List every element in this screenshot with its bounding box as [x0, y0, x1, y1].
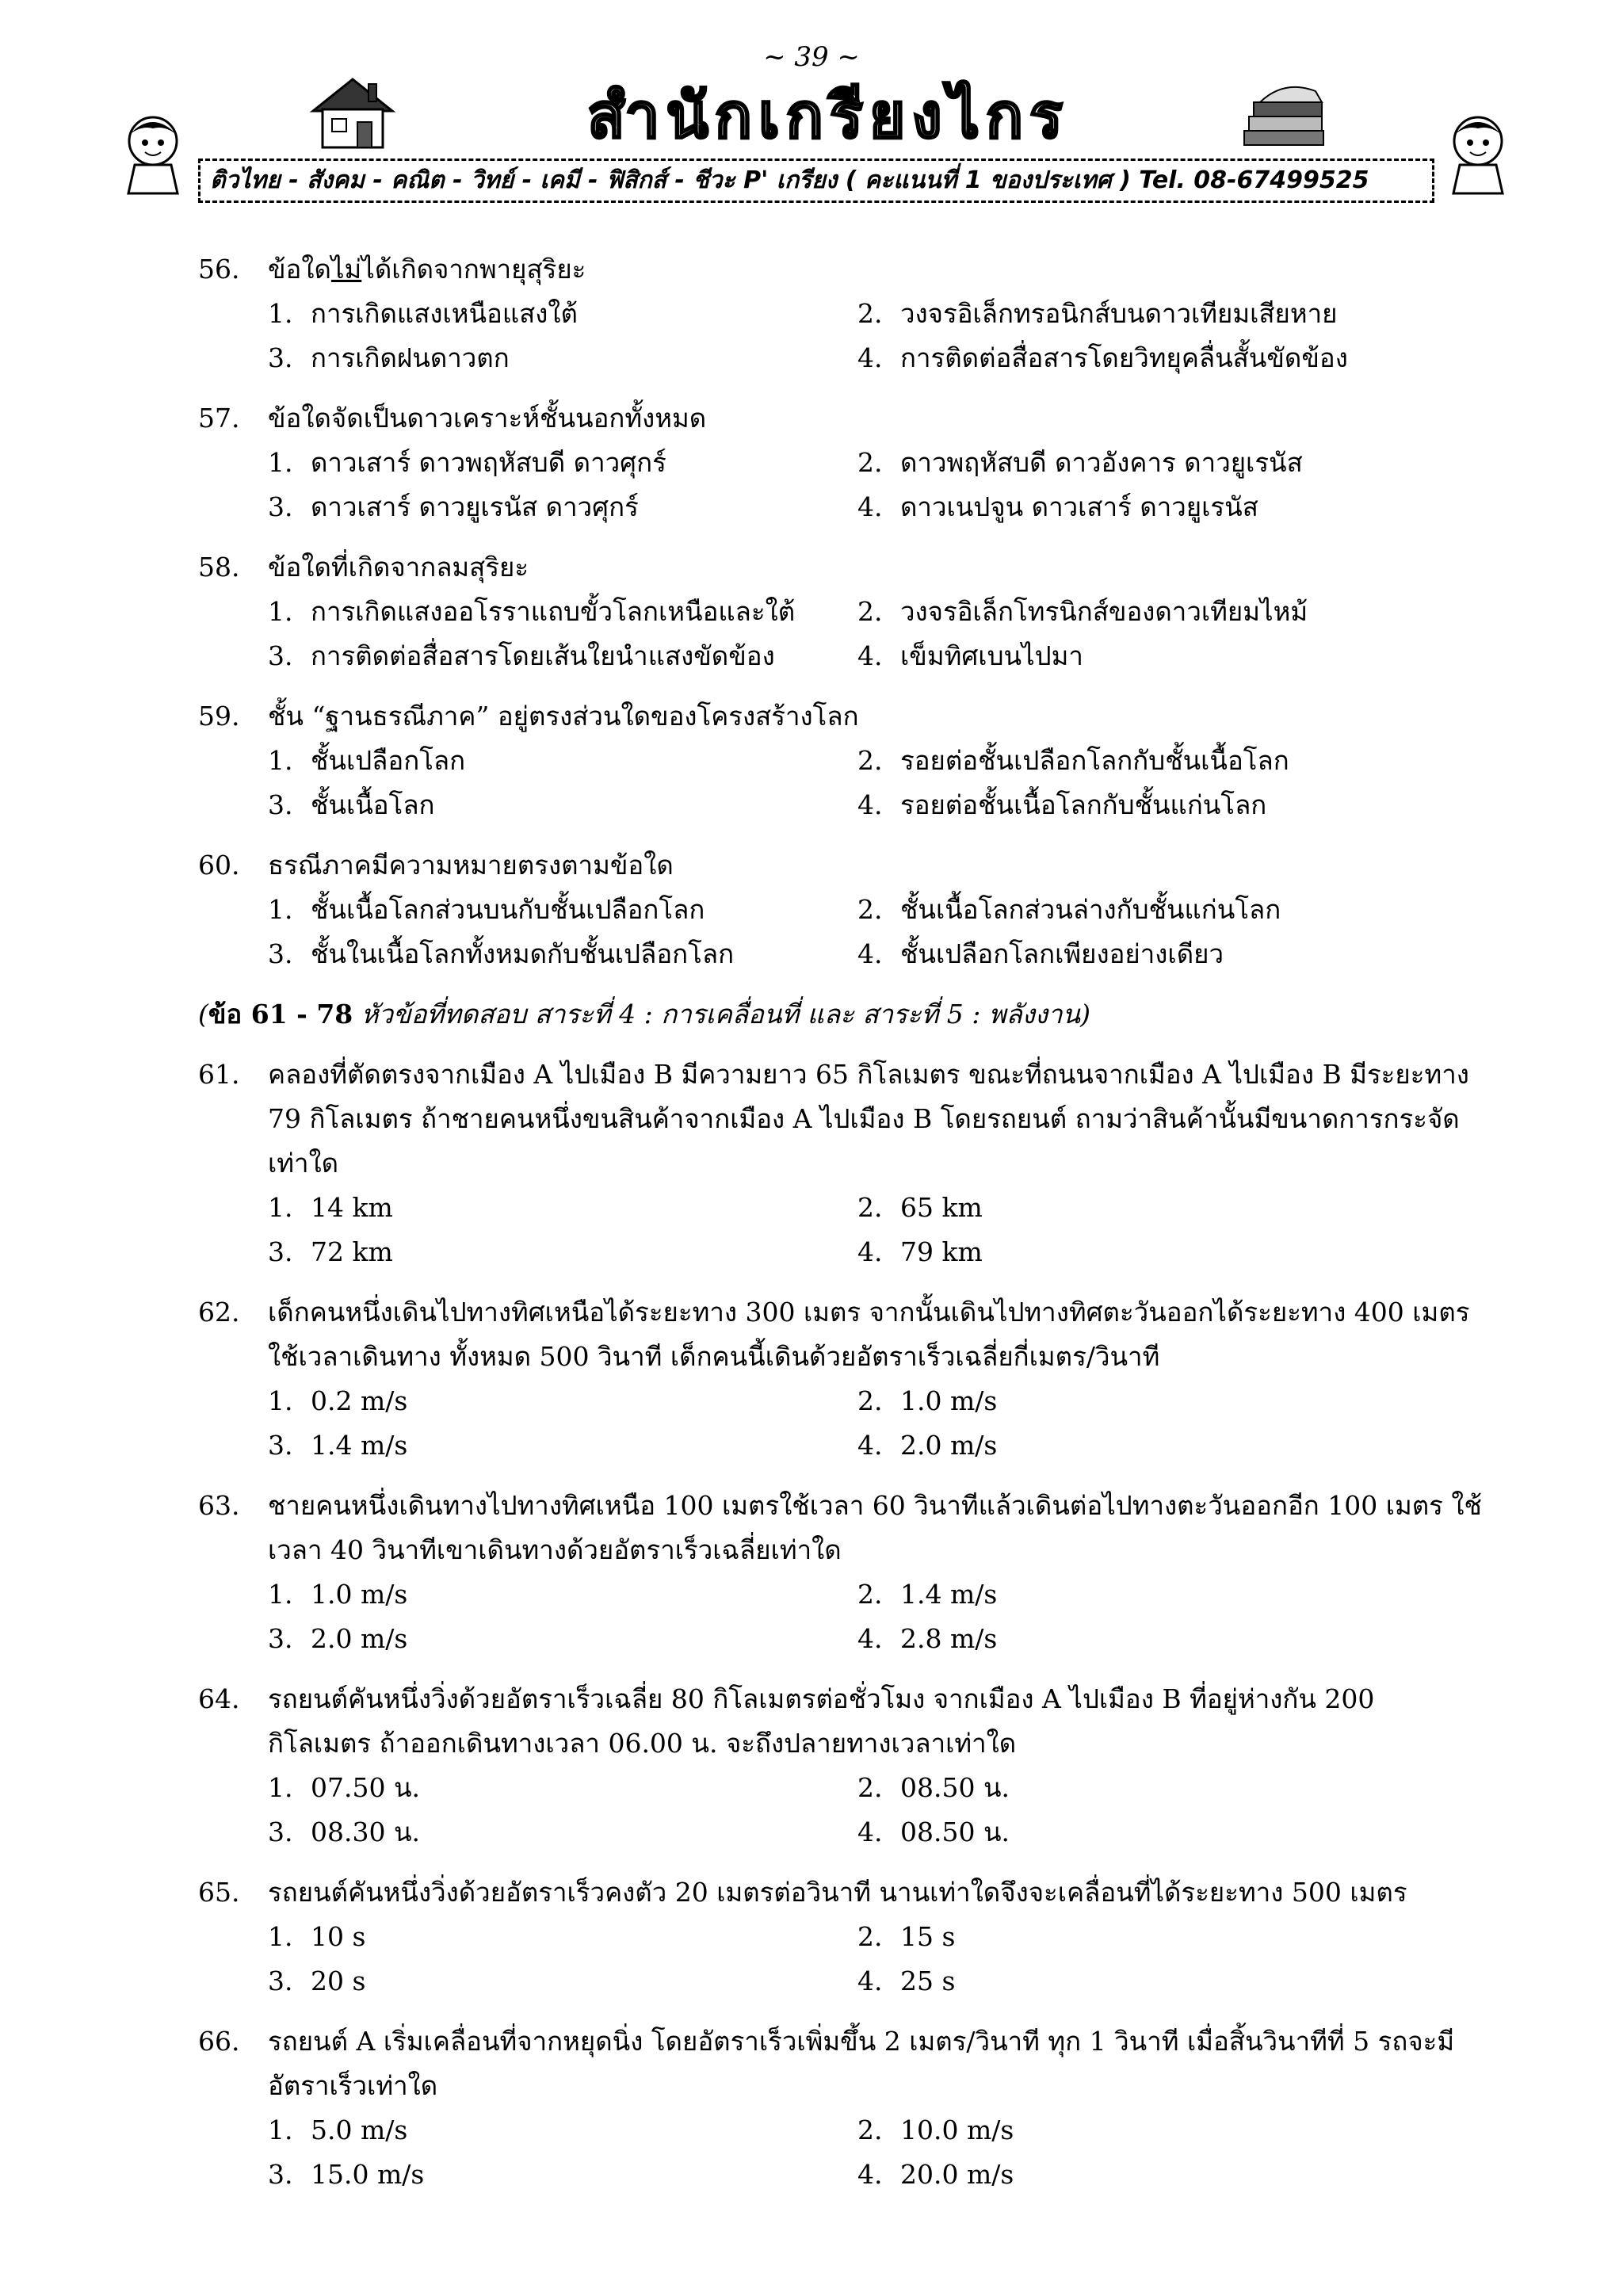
- question-text: [268, 843, 1482, 888]
- question-item: [198, 694, 1482, 827]
- option-number: 1.: [268, 1385, 293, 1416]
- option-number: 2.: [857, 745, 883, 776]
- option-text: 5.0 m/s: [311, 2115, 408, 2145]
- question-text: คลองที่ตัดตรงจากเมือง A ไปเมือง B มีความยาว 65 กิโลเมตร ขณะที่ถนนจากเมือง A ไปเมือง B มีระยะทาง 79 กิโลเมตร ถ้าชายคนหนึ่งขนสินค้าจากเมือง A ไปเมือง B โดยรถยนต์ ถามว่าสินค้านั้นมีขนาดการกระจัดเท่าใด: [268, 1059, 1469, 1179]
- answer-option: [857, 1230, 1460, 1274]
- option-number: 3.: [268, 1430, 293, 1461]
- answer-options: [198, 739, 1482, 827]
- option-text: ชั้นเปลือกโลกเพียงอย่างเดียว: [900, 938, 1224, 969]
- answer-option: [268, 336, 857, 380]
- option-number: 1.: [268, 1579, 293, 1610]
- option-text: 07.50 น.: [311, 1772, 421, 1803]
- answer-option: [857, 1617, 1460, 1661]
- answer-option: [857, 292, 1460, 336]
- option-text: 0.2 m/s: [311, 1385, 408, 1416]
- answer-option: [857, 590, 1460, 634]
- answer-option: [268, 739, 857, 783]
- answer-options: [198, 1379, 1482, 1468]
- question-item: [198, 1870, 1482, 2004]
- option-text: 08.30 น.: [311, 1817, 421, 1847]
- option-text: ดาวเสาร์ ดาวยูเรนัส ดาวศุกร์: [311, 491, 639, 522]
- option-text: การเกิดแสงออโรราแถบขั้วโลกเหนือและใต้: [311, 596, 796, 627]
- exam-content: [198, 247, 1482, 2213]
- option-text: 2.0 m/s: [311, 1623, 408, 1654]
- option-number: 3.: [268, 342, 293, 373]
- option-number: 4.: [857, 1623, 883, 1654]
- question-text: [268, 396, 1482, 441]
- answer-option: [268, 2108, 857, 2153]
- option-text: วงจรอิเล็กทรอนิกส์บนดาวเทียมเสียหาย: [900, 298, 1338, 329]
- option-text: รอยต่อชั้นเนื้อโลกกับชั้นแก่นโลก: [900, 789, 1267, 820]
- answer-option: [268, 1423, 857, 1468]
- question-number: 59.: [198, 701, 240, 732]
- answer-option: [268, 441, 857, 485]
- question-stem: [198, 396, 1482, 441]
- question-text-start: ข้อใดที่เกิดจากลมสุริยะ: [268, 552, 529, 583]
- page-number: ~ 39 ~: [763, 41, 860, 73]
- option-number: 2.: [857, 1772, 883, 1803]
- option-number: 3.: [268, 1817, 293, 1847]
- option-number: 4.: [857, 491, 883, 522]
- option-text: 1.4 m/s: [311, 1430, 408, 1461]
- house-icon: [305, 73, 400, 155]
- answer-option: [857, 932, 1460, 976]
- questions-group-a: [198, 247, 1482, 976]
- answer-options: [198, 888, 1482, 976]
- answer-options: [198, 1915, 1482, 2004]
- option-number: 1.: [268, 1772, 293, 1803]
- answer-option: [857, 2108, 1460, 2153]
- brand-title: สำนักเกรียงไกร: [587, 81, 1069, 152]
- option-text: 2.0 m/s: [900, 1430, 998, 1461]
- option-number: 3.: [268, 938, 293, 969]
- answer-option: [857, 1379, 1460, 1423]
- option-text: 14 km: [311, 1192, 393, 1223]
- question-number: 62.: [198, 1297, 240, 1328]
- question-text-start: ข้อใด: [268, 254, 331, 285]
- question-stem: [198, 1290, 1482, 1379]
- option-number: 2.: [857, 1385, 883, 1416]
- answer-options: [198, 441, 1482, 529]
- option-text: 72 km: [311, 1236, 393, 1267]
- answer-option: [268, 1230, 857, 1274]
- question-stem: [198, 2019, 1482, 2108]
- option-number: 4.: [857, 1817, 883, 1847]
- question-text: รถยนต์ A เริ่มเคลื่อนที่จากหยุดนิ่ง โดยอัตราเร็วเพิ่มขึ้น 2 เมตร/วินาที ทุก 1 วินาที เมื่อสิ้นวินาทีที่ 5 รถจะมีอัตราเร็วเท่าใด: [268, 2026, 1455, 2101]
- option-number: 4.: [857, 342, 883, 373]
- option-number: 1.: [268, 1192, 293, 1223]
- option-text: ชั้นเนื้อโลกส่วนบนกับชั้นเปลือกโลก: [311, 894, 705, 925]
- question-item: [198, 1052, 1482, 1274]
- questions-group-b: [198, 1052, 1482, 2197]
- answer-option: [268, 1186, 857, 1230]
- mascot-left-icon: [117, 111, 189, 201]
- answer-option: [268, 1915, 857, 1959]
- question-number: 60.: [198, 850, 240, 881]
- answer-option: [857, 1915, 1460, 1959]
- question-item: [198, 1484, 1482, 1661]
- option-number: 2.: [857, 2115, 883, 2145]
- question-item: [198, 396, 1482, 529]
- option-text: 08.50 น.: [900, 1817, 1010, 1847]
- option-text: ชั้นเนื้อโลกส่วนล่างกับชั้นแก่นโลก: [900, 894, 1281, 925]
- answer-option: [268, 1810, 857, 1855]
- question-text: [268, 694, 1482, 739]
- option-text: ชั้นในเนื้อโลกทั้งหมดกับชั้นเปลือกโลก: [311, 938, 735, 969]
- option-text: การติดต่อสื่อสารโดยเส้นใยนำแสงขัดข้อง: [311, 640, 775, 671]
- question-stem: [198, 545, 1482, 590]
- option-number: 4.: [857, 938, 883, 969]
- answer-option: [268, 932, 857, 976]
- option-text: เข็มทิศเบนไปมา: [900, 640, 1083, 671]
- option-number: 4.: [857, 1236, 883, 1267]
- question-number: 58.: [198, 552, 240, 583]
- option-text: 1.0 m/s: [900, 1385, 998, 1416]
- answer-option: [857, 1186, 1460, 1230]
- section-description: หัวข้อที่ทดสอบ สาระที่ 4 : การเคลื่อนที่ และ สาระที่ 5 : พลังงาน): [353, 999, 1090, 1030]
- answer-option: [857, 2153, 1460, 2197]
- question-stem: [198, 1484, 1482, 1572]
- question-text: รถยนต์คันหนึ่งวิ่งด้วยอัตราเร็วเฉลี่ย 80 กิโลเมตรต่อชั่วโมง จากเมือง A ไปเมือง B ที่อยู่ห่างกัน 200 กิโลเมตร ถ้าออกเดินทางเวลา 06.00 น. จะถึงปลายทางเวลาเท่าใด: [268, 1683, 1375, 1759]
- answer-options: [198, 292, 1482, 380]
- option-number: 3.: [268, 2159, 293, 2190]
- option-text: 20.0 m/s: [900, 2159, 1014, 2190]
- option-text: 79 km: [900, 1236, 983, 1267]
- option-number: 3.: [268, 789, 293, 820]
- option-text: 65 km: [900, 1192, 983, 1223]
- option-number: 1.: [268, 298, 293, 329]
- answer-options: [198, 1766, 1482, 1855]
- question-item: [198, 545, 1482, 678]
- answer-option: [268, 634, 857, 678]
- option-text: ดาวเนปจูน ดาวเสาร์ ดาวยูเรนัส: [900, 491, 1258, 522]
- option-number: 2.: [857, 894, 883, 925]
- books-icon: [1236, 75, 1339, 158]
- answer-options: [198, 590, 1482, 678]
- question-text-end: ได้เกิดจากพายุสุริยะ: [361, 254, 586, 285]
- answer-option: [857, 739, 1460, 783]
- question-item: [198, 843, 1482, 976]
- option-text: 10.0 m/s: [900, 2115, 1014, 2145]
- option-number: 2.: [857, 1192, 883, 1223]
- option-number: 1.: [268, 2115, 293, 2145]
- answer-option: [857, 336, 1460, 380]
- question-text-start: ข้อใดจัดเป็นดาวเคราะห์ชั้นนอกทั้งหมด: [268, 403, 707, 434]
- option-text: 10 s: [311, 1921, 366, 1952]
- option-number: 2.: [857, 1921, 883, 1952]
- option-text: 20 s: [311, 1966, 366, 1996]
- option-number: 4.: [857, 640, 883, 671]
- header-tagline: ติวไทย - สังคม - คณิต - วิทย์ - เคมี - ฟิสิกส์ - ชีวะ P' เกรียง ( คะแนนที่ 1 ของประเทศ ) Tel. 08-67499525: [198, 159, 1434, 203]
- question-number: 57.: [198, 403, 240, 434]
- option-number: 1.: [268, 745, 293, 776]
- question-stem: [198, 694, 1482, 739]
- option-text: 2.8 m/s: [900, 1623, 998, 1654]
- question-item: [198, 1677, 1482, 1855]
- option-number: 2.: [857, 298, 883, 329]
- answer-option: [857, 1572, 1460, 1617]
- answer-option: [268, 1959, 857, 2004]
- option-text: ดาวเสาร์ ดาวพฤหัสบดี ดาวศุกร์: [311, 447, 666, 478]
- option-number: 3.: [268, 491, 293, 522]
- option-text: วงจรอิเล็กโทรนิกส์ของดาวเทียมไหม้: [900, 596, 1308, 627]
- option-number: 3.: [268, 1623, 293, 1654]
- option-number: 4.: [857, 789, 883, 820]
- question-number: 66.: [198, 2026, 240, 2057]
- answer-options: [198, 2108, 1482, 2197]
- answer-option: [857, 1766, 1460, 1810]
- option-number: 2.: [857, 447, 883, 478]
- option-text: รอยต่อชั้นเปลือกโลกกับชั้นเนื้อโลก: [900, 745, 1289, 776]
- option-text: ชั้นเนื้อโลก: [311, 789, 435, 820]
- option-number: 3.: [268, 640, 293, 671]
- question-item: [198, 2019, 1482, 2197]
- answer-option: [857, 634, 1460, 678]
- question-number: 64.: [198, 1683, 240, 1714]
- question-stem: [198, 1052, 1482, 1186]
- answer-option: [268, 783, 857, 827]
- question-item: [198, 247, 1482, 380]
- answer-option: [268, 2153, 857, 2197]
- answer-option: [268, 485, 857, 529]
- option-number: 4.: [857, 2159, 883, 2190]
- answer-option: [268, 1572, 857, 1617]
- answer-option: [857, 485, 1460, 529]
- question-number: 61.: [198, 1059, 240, 1090]
- option-number: 1.: [268, 1921, 293, 1952]
- option-text: 25 s: [900, 1966, 956, 1996]
- option-text: 1.4 m/s: [900, 1579, 998, 1610]
- answer-option: [268, 292, 857, 336]
- answer-option: [268, 888, 857, 932]
- answer-option: [857, 1959, 1460, 2004]
- answer-option: [857, 441, 1460, 485]
- option-text: 1.0 m/s: [311, 1579, 408, 1610]
- question-text: [268, 247, 1482, 292]
- option-text: การเกิดฝนดาวตก: [311, 342, 510, 373]
- question-text: ชายคนหนึ่งเดินทางไปทางทิศเหนือ 100 เมตรใช้เวลา 60 วินาทีแล้วเดินต่อไปทางตะวันออกอีก 100 เมตร ใช้เวลา 40 วินาทีเขาเดินทางด้วยอัตราเร็วเฉลี่ยเท่าใด: [268, 1490, 1482, 1565]
- option-text: การติดต่อสื่อสารโดยวิทยุคลื่นสั้นขัดข้อง: [900, 342, 1348, 373]
- option-text: 15 s: [900, 1921, 956, 1952]
- answer-option: [857, 1810, 1460, 1855]
- question-number: 63.: [198, 1490, 240, 1521]
- question-text: [268, 545, 1482, 590]
- question-stem: [198, 1677, 1482, 1766]
- question-text-start: ชั้น “ฐานธรณีภาค” อยู่ตรงส่วนใดของโครงสร้างโลก: [268, 701, 859, 732]
- question-stem: [198, 1870, 1482, 1915]
- question-stem: [198, 843, 1482, 888]
- question-text-start: ธรณีภาคมีความหมายตรงตามข้อใด: [268, 850, 674, 881]
- question-item: [198, 1290, 1482, 1468]
- answer-option: [268, 1617, 857, 1661]
- option-number: 4.: [857, 1430, 883, 1461]
- answer-options: [198, 1186, 1482, 1274]
- option-text: 15.0 m/s: [311, 2159, 425, 2190]
- option-number: 3.: [268, 1236, 293, 1267]
- option-number: 2.: [857, 596, 883, 627]
- answer-option: [268, 1379, 857, 1423]
- option-text: 08.50 น.: [900, 1772, 1010, 1803]
- question-emphasis: ไม่: [330, 254, 362, 285]
- answer-option: [857, 888, 1460, 932]
- option-text: ดาวพฤหัสบดี ดาวอังคาร ดาวยูเรนัส: [900, 447, 1303, 478]
- question-text: รถยนต์คันหนึ่งวิ่งด้วยอัตราเร็วคงตัว 20 เมตรต่อวินาที นานเท่าใดจึงจะเคลื่อนที่ได้ระยะทาง 500 เมตร: [268, 1877, 1407, 1908]
- option-text: การเกิดแสงเหนือแสงใต้: [311, 298, 578, 329]
- option-number: 2.: [857, 1579, 883, 1610]
- question-stem: [198, 247, 1482, 292]
- section-range: ข้อ 61 - 78: [208, 999, 353, 1030]
- option-number: 4.: [857, 1966, 883, 1996]
- answer-option: [857, 1423, 1460, 1468]
- answer-option: [857, 783, 1460, 827]
- option-number: 3.: [268, 1966, 293, 1996]
- answer-options: [198, 1572, 1482, 1661]
- option-number: 1.: [268, 447, 293, 478]
- section-header: (ข้อ 61 - 78 หัวข้อที่ทดสอบ สาระที่ 4 : การเคลื่อนที่ และ สาระที่ 5 : พลังงาน): [198, 999, 1090, 1030]
- answer-option: [268, 1766, 857, 1810]
- option-number: 1.: [268, 596, 293, 627]
- option-text: ชั้นเปลือกโลก: [311, 745, 466, 776]
- question-number: 65.: [198, 1877, 240, 1908]
- answer-option: [268, 590, 857, 634]
- mascot-right-icon: [1442, 111, 1514, 201]
- question-number: 56.: [198, 254, 240, 285]
- option-number: 1.: [268, 894, 293, 925]
- question-text: เด็กคนหนึ่งเดินไปทางทิศเหนือได้ระยะทาง 300 เมตร จากนั้นเดินไปทางทิศตะวันออกได้ระยะทาง 400 เมตร ใช้เวลาเดินทาง ทั้งหมด 500 วินาที เด็กคนนี้เดินด้วยอัตราเร็วเฉลี่ยกี่เมตร/วินาที: [268, 1297, 1470, 1372]
